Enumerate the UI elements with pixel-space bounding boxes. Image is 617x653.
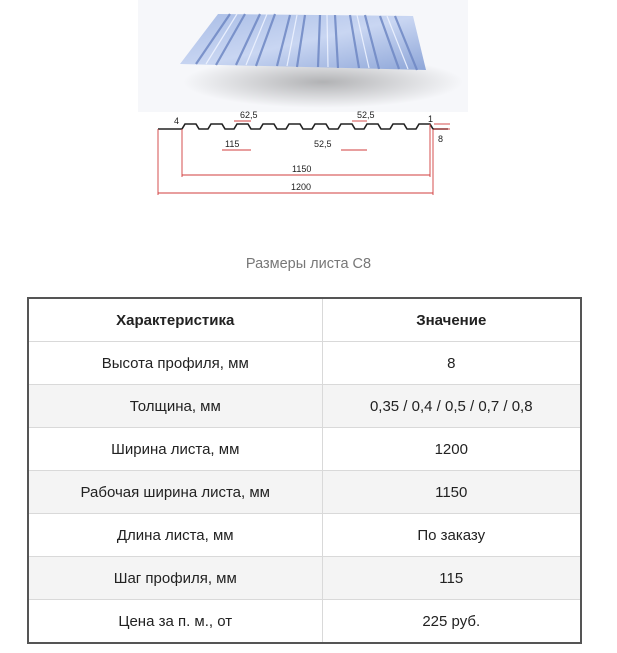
row-name: Высота профиля, мм bbox=[28, 342, 322, 385]
profile-sheet-diagram bbox=[138, 0, 468, 205]
row-name: Длина листа, мм bbox=[28, 514, 322, 557]
dim-label-bottom-pitch: 52,5 bbox=[314, 139, 332, 149]
figure-caption: Размеры листа С8 bbox=[245, 256, 372, 272]
dim-label-edge-right: 1 bbox=[428, 114, 434, 124]
row-name: Рабочая ширина листа, мм bbox=[28, 471, 322, 514]
profile-section bbox=[158, 124, 448, 129]
profile-sheet-figure bbox=[138, 0, 468, 205]
dim-label-top-pitch-2: 52,5 bbox=[357, 110, 375, 120]
dim-label-edge-left: 4 bbox=[174, 116, 180, 126]
dim-label-top-pitch-1: 62,5 bbox=[240, 110, 258, 120]
row-value: 1150 bbox=[322, 471, 581, 514]
row-value: 1200 bbox=[322, 428, 581, 471]
row-value: 225 руб. bbox=[322, 600, 581, 644]
table-row bbox=[28, 342, 581, 385]
column-header-value: Значение bbox=[322, 298, 581, 342]
table-header-row bbox=[28, 298, 581, 342]
dim-label-working-width: 1150 bbox=[292, 164, 312, 174]
row-value: 0,35 / 0,4 / 0,5 / 0,7 / 0,8 bbox=[322, 385, 581, 428]
row-name: Толщина, мм bbox=[28, 385, 322, 428]
row-name: Цена за п. м., от bbox=[28, 600, 322, 644]
table-row bbox=[28, 514, 581, 557]
column-header-characteristic: Характеристика bbox=[28, 298, 322, 342]
row-value: По заказу bbox=[322, 514, 581, 557]
row-name: Ширина листа, мм bbox=[28, 428, 322, 471]
dim-label-total-width: 1200 bbox=[291, 182, 312, 192]
row-name: Шаг профиля, мм bbox=[28, 557, 322, 600]
dim-label-height: 8 bbox=[438, 134, 444, 144]
row-value: 115 bbox=[322, 557, 581, 600]
spec-table bbox=[27, 297, 582, 644]
table-row bbox=[28, 428, 581, 471]
dim-label-pitch: 115 bbox=[225, 139, 240, 149]
corrugated-sheet bbox=[180, 14, 426, 70]
row-value: 8 bbox=[322, 342, 581, 385]
table-row bbox=[28, 557, 581, 600]
table-row bbox=[28, 600, 581, 644]
table-row bbox=[28, 385, 581, 428]
table-row bbox=[28, 471, 581, 514]
